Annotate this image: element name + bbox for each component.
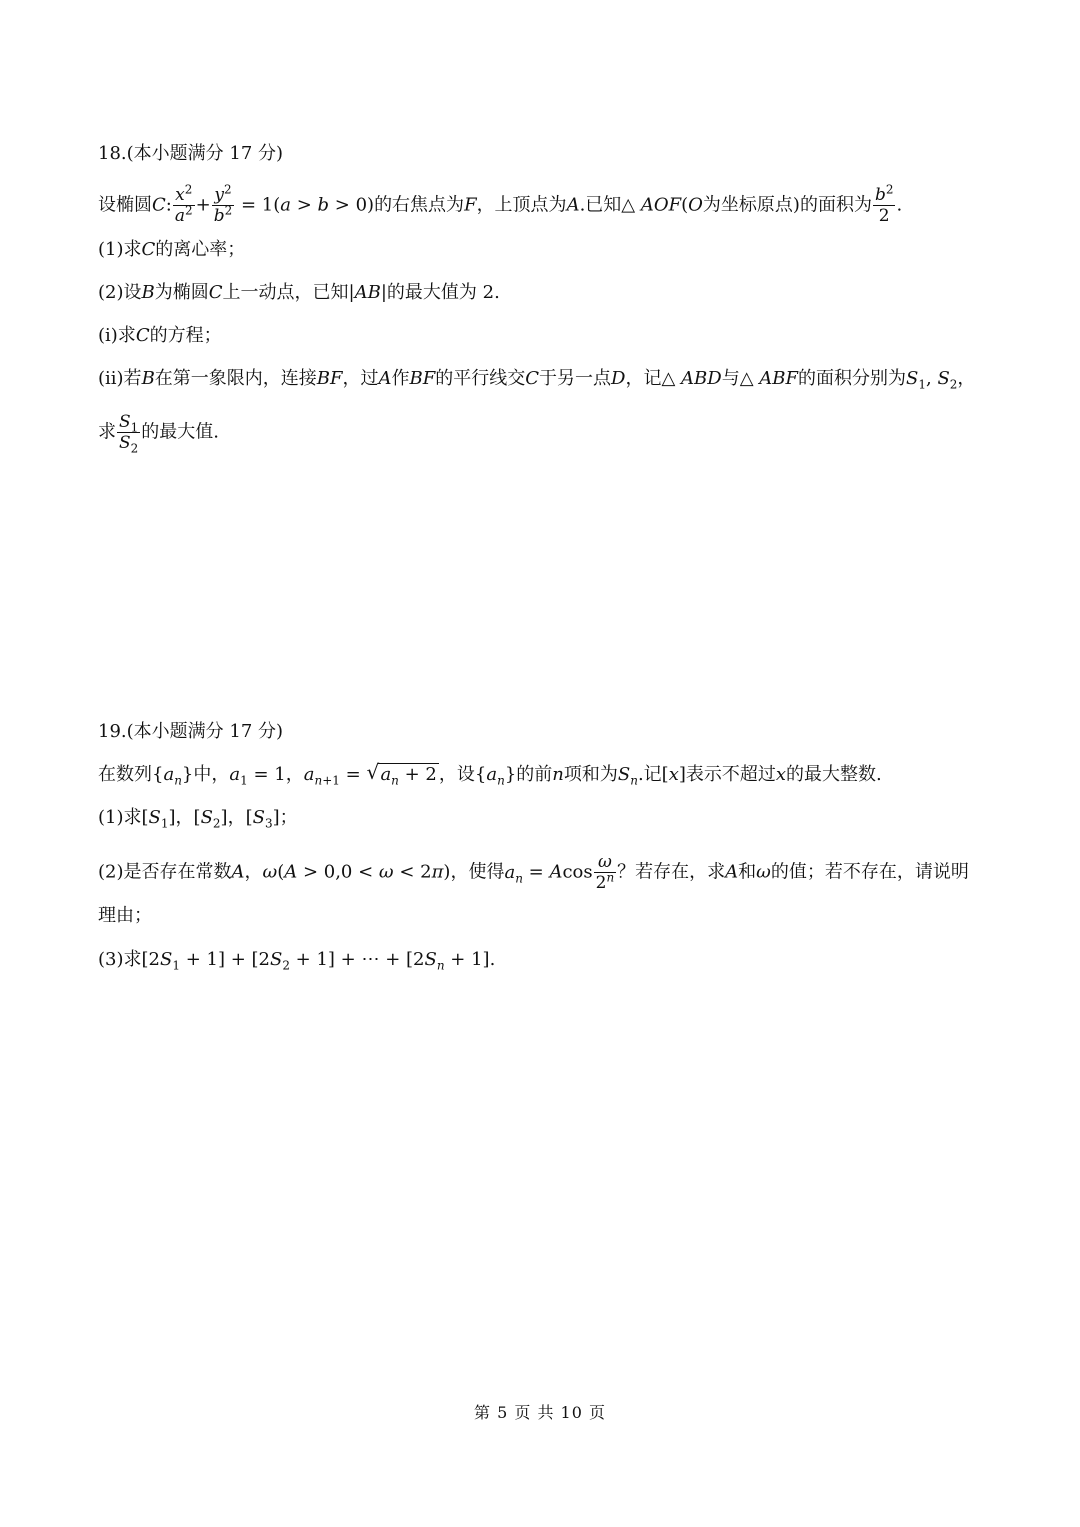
- q19-part3: (3)求$[2S_1 + 1] + [2S_2 + 1]$ + ⋯ + $[2S_n + 1]$.: [98, 949, 496, 973]
- q18-part2-ii: (ii)若B在第一象限内，连接BF，过A作BF的平行线交C于另一点D，记△ ABD与△ ABF的面积分别为$S_1$, $S_2$，: [98, 368, 976, 392]
- q18-part1: (1)求C的离心率；: [98, 239, 246, 260]
- page-footer: 第 5 页 共 10 页: [474, 1403, 606, 1422]
- q19-header: 19.(本小题满分 17 分): [98, 721, 284, 742]
- q19-stem: 在数列$\{a_n\}$中，$a_1 = 1$，$a_{n+1}$ = √ $a_n + 2$ ，设$\{a_n\}$的前n项和为$S_n$.记[x]表示不超过x的最大整数.: [98, 760, 882, 788]
- q18-part2-i: (i)求C的方程；: [98, 325, 222, 346]
- q19-part2-cont: 理由；: [98, 905, 152, 926]
- q18-header: 18.(本小题满分 17 分): [98, 143, 284, 164]
- q18-part2-ii-cont: 求 $\frac{S_1}{S_2}$ 的最大值.: [98, 412, 220, 456]
- q19-part2: (2)是否存在常数A，ω(A > 0,0 < ω < 2π)，使得$a_n = Acos$ $\frac{\omega}{2^n}$ ？若存在，求A和ω的值；若不存在，请说明: [98, 852, 969, 893]
- q18-part2: (2)设B为椭圆C上一动点，已知|AB|的最大值为 2.: [98, 282, 500, 303]
- q18-stem: 设椭圆C: $\frac{x^2}{a^2}$ + $\frac{y^2}{b^2}$ = 1(a > b > 0)的右焦点为F，上顶点为A.已知△ AOF(O为坐标原点)的面积为 $\frac{b^2}{2}$ .: [98, 182, 903, 226]
- q19-part1: (1)求$[S_1]$，$[S_2]$，$[S_3]$；: [98, 807, 298, 831]
